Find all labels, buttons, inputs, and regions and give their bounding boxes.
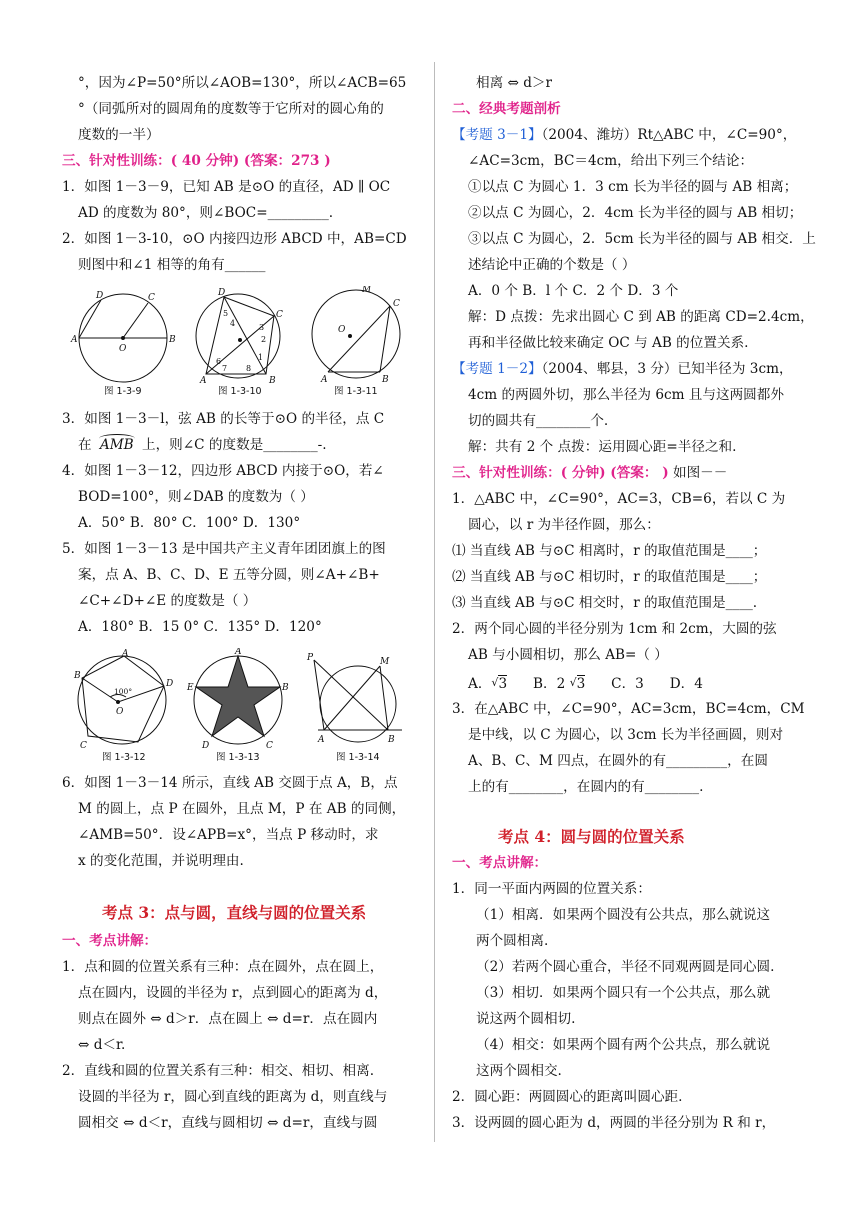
- figure-caption: 图 1-3-9: [104, 386, 142, 397]
- svg-text:D: D: [202, 741, 210, 751]
- svg-text:D: D: [166, 679, 174, 689]
- question-5: 5．如图 1－3－13 是中国共产主义青年团团旗上的图: [62, 541, 386, 557]
- text-line: （4）相交：如果两个圆有两个公共点，那么就说: [476, 1037, 771, 1053]
- point-2: 2．直线和圆的位置关系有三种：相交、相切、相离.: [62, 1063, 375, 1079]
- question-1: 1．△ABC 中，∠C=90°，AC=3，CB=6，若以 C 为: [452, 491, 786, 507]
- text-line: 则点在圆外 ⇔ d＞r．点在圆上 ⇔ d=r．点在圆内: [78, 1011, 378, 1027]
- text-line: 相离 ⇔ d＞r: [476, 75, 553, 91]
- text-line: M 的圆上，点 P 在圆外，且点 M，P 在 AB 的同侧，: [78, 801, 406, 817]
- question-3: 3．如图 1－3－l，弦 AB 的长等于⊙O 的半径，点 C: [62, 411, 385, 427]
- svg-text:M: M: [362, 286, 372, 295]
- svg-text:B: B: [269, 376, 276, 386]
- sqrt-radicand: 3: [498, 676, 508, 692]
- text-line: 两个圆相离.: [476, 933, 549, 949]
- text-line: 则图中和∠1 相等的角有______: [78, 257, 266, 273]
- svg-text:D: D: [218, 288, 226, 298]
- solution-line: 解：共有 2 个 点拨：运用圆心距=半径之和.: [468, 439, 737, 455]
- svg-text:2: 2: [261, 335, 267, 344]
- section-heading-line: [452, 464, 727, 482]
- svg-text:6: 6: [216, 357, 222, 366]
- text-line: 这两个圆相交.: [476, 1063, 562, 1079]
- figure-caption: 图 1-3-10: [218, 386, 262, 397]
- svg-text:O: O: [119, 344, 127, 354]
- figure-caption: 图 1-3-14: [336, 752, 380, 763]
- svg-text:C: C: [276, 310, 283, 320]
- text-line: 案，点 A、B、C、D、E 五等分圆，则∠A+∠B+: [78, 567, 380, 583]
- text-line: （3）相切．如果两个圆只有一个公共点，那么就: [476, 985, 771, 1001]
- svg-text:D: D: [96, 291, 104, 301]
- text-line: ∠AC=3cm，BC＝4cm，给出下列三个结论：: [468, 153, 754, 169]
- svg-text:B: B: [282, 683, 289, 693]
- figure-caption: 图 1-3-12: [102, 752, 146, 763]
- arc-label: [100, 437, 134, 453]
- question-2: 2．两个同心圆的半径分别为 1cm 和 2cm，大圆的弦: [452, 621, 777, 637]
- text-line: BOD=100°，则∠DAB 的度数为（ ）: [78, 489, 314, 505]
- text-line: ⇔ d＜r.: [78, 1037, 126, 1053]
- options-line: [468, 674, 703, 693]
- svg-text:M: M: [380, 657, 390, 667]
- svg-text:8: 8: [246, 364, 252, 373]
- svg-text:4: 4: [230, 319, 236, 328]
- svg-text:C: C: [148, 293, 155, 303]
- question-6: 6．如图 1－3－14 所示，直线 AB 交圆于点 A，B，点: [62, 775, 398, 791]
- sub-question-1: ⑴ 当直线 AB 与⊙C 相离时，r 的取值范围是____；: [452, 543, 767, 559]
- sqrt-radicand: 3: [576, 676, 586, 692]
- section-heading: 一、考点讲解：: [452, 855, 548, 871]
- text-fragment: A．: [468, 676, 492, 692]
- figure-1-3-13: [186, 648, 289, 763]
- question-2: 2．如图 1－3-10，⊙O 内接四边形 ABCD 中，AB=CD: [62, 231, 407, 247]
- section-heading: 三、针对性训练：( 分钟) (答案： ): [452, 465, 669, 481]
- svg-text:C: C: [80, 741, 87, 751]
- figure-1-3-10: [196, 288, 283, 397]
- sub-question-2: ⑵ 当直线 AB 与⊙C 相切时，r 的取值范围是____；: [452, 569, 767, 585]
- svg-text:A: A: [235, 648, 242, 657]
- text-line: °（同弧所对的圆周角的度数等于它所对的圆心角的: [78, 101, 384, 117]
- svg-text:7: 7: [222, 364, 228, 373]
- point-3: 3．设两圆的圆心距为 d，两圆的半径分别为 R 和 r，: [452, 1115, 776, 1131]
- text-line: 圆相交 ⇔ d＜r，直线与圆相切 ⇔ d=r，直线与圆: [78, 1115, 378, 1131]
- text-line: 述结论中正确的个数是（ ）: [468, 257, 636, 273]
- text-line: （1）相离．如果两个圆没有公共点，那么就说这: [476, 907, 771, 923]
- svg-text:A: A: [122, 649, 129, 659]
- angle-label: 100°: [114, 687, 133, 696]
- svg-text:P: P: [307, 653, 314, 663]
- exam-question-1-2: [452, 360, 793, 378]
- text-fragment: 如图－－: [668, 465, 728, 481]
- conclusion-3: ③以点 C 为圆心，2．5cm 长为半径的圆与 AB 相交．上: [468, 231, 816, 247]
- svg-text:B: B: [388, 735, 395, 745]
- svg-text:A: A: [71, 335, 78, 345]
- text-line: 点在圆内，设圆的半径为 r，点到圆心的距离为 d，: [78, 985, 388, 1001]
- question-1: 1．如图 1－3－9，已知 AB 是⊙O 的直径，AD ∥ OC: [62, 179, 391, 195]
- svg-text:B: B: [169, 335, 176, 345]
- text-line: ∠C+∠D+∠E 的度数是（ ）: [78, 593, 257, 609]
- point-2: 2．圆心距：两圆圆心的距离叫圆心距.: [452, 1089, 683, 1105]
- figure-1-3-14: [306, 653, 402, 763]
- sqrt-symbol: √: [491, 676, 499, 689]
- svg-text:C: C: [266, 741, 273, 751]
- text-line: 上的有________，在圆内的有________.: [468, 779, 704, 795]
- svg-text:O: O: [116, 707, 124, 717]
- options-line: A．180° B．15 0° C．135° D．120°: [78, 619, 322, 635]
- options-line: A．0 个 B．l 个 C．2 个 D．3 个: [468, 283, 679, 299]
- figure-1-3-11: [312, 286, 400, 397]
- svg-text:5: 5: [223, 309, 229, 318]
- point-1: 1．点和圆的位置关系有三种：点在圆外，点在圆上，: [62, 959, 384, 975]
- exam-tag: 【考题 3－1】: [452, 127, 542, 143]
- options-line: A．50° B．80° C．100° D．130°: [78, 515, 301, 531]
- text-line: ∠AMB=50°．设∠APB=x°，当点 P 移动时，求: [78, 827, 379, 843]
- text-fragment: 在: [78, 437, 92, 453]
- conclusion-1: ①以点 C 为圆心 1．3 cm 长为半径的圆与 AB 相离；: [468, 179, 798, 195]
- text-line: °，因为∠P=50°所以∠AOB=130°，所以∠ACB=65: [78, 75, 407, 91]
- figures-row-1: [66, 286, 426, 398]
- text-line: 度数的一半）: [78, 127, 160, 143]
- section-heading: 一、考点讲解：: [62, 933, 158, 949]
- sub-question-3: ⑶ 当直线 AB 与⊙C 相交时，r 的取值范围是____.: [452, 595, 758, 611]
- topic-3-title: 考点 3：点与圆，直线与圆的位置关系: [102, 903, 367, 922]
- sqrt-symbol: √: [569, 676, 577, 689]
- text-line: 说这两个圆相切.: [476, 1011, 576, 1027]
- question-4: 4．如图 1－3－12，四边形 ABCD 内接于⊙O，若∠: [62, 463, 384, 479]
- solution-line: 解：D 点拨：先求出圆心 C 到 AB 的距离 CD=2.4cm，: [468, 309, 814, 325]
- svg-text:E: E: [187, 683, 194, 693]
- exam-question-3-1: [452, 126, 796, 144]
- svg-text:3: 3: [259, 323, 265, 332]
- figure-caption: 图 1-3-13: [216, 752, 260, 763]
- point-1: 1．同一平面内两圆的位置关系：: [452, 881, 651, 897]
- text-line: 切的圆共有________个.: [468, 413, 609, 429]
- text-line: AD 的度数为 80°，则∠BOC=_________.: [78, 205, 334, 221]
- text-line: 4cm 的两圆外切，那么半径为 6cm 且与这两圆都外: [468, 387, 784, 403]
- exam-tag: 【考题 1－2】: [452, 361, 542, 377]
- text-line: [78, 436, 327, 454]
- svg-text:A: A: [321, 375, 328, 385]
- conclusion-2: ②以点 C 为圆心，2．4cm 长为半径的圆与 AB 相切；: [468, 205, 803, 221]
- figures-row-2: [66, 648, 426, 764]
- section-heading: 二、经典考题剖析: [452, 101, 561, 117]
- figure-1-3-12: [73, 649, 173, 763]
- text-fragment: （2004、潍坊）Rt△ABC 中，∠C=90°，: [541, 127, 797, 143]
- arc-text: AMB: [99, 437, 134, 453]
- text-line: AB 与小圆相切，那么 AB=（ ）: [468, 647, 668, 663]
- svg-text:A: A: [318, 735, 325, 745]
- text-line: A、B、C、M 四点，在圆外的有_________，在圆: [468, 753, 768, 769]
- svg-text:1: 1: [258, 353, 264, 362]
- svg-text:C: C: [393, 299, 400, 309]
- text-fragment: （2004、郫县，3 分）已知半径为 3cm，: [541, 361, 793, 377]
- topic-4-title: 考点 4：圆与圆的位置关系: [498, 827, 685, 846]
- svg-text:B: B: [382, 375, 389, 385]
- svg-text:O: O: [338, 325, 346, 335]
- section-heading: 三、针对性训练：( 40 分钟) (答案：273 ): [62, 153, 331, 169]
- column-divider: [434, 62, 435, 1142]
- figure-caption: 图 1-3-11: [334, 386, 378, 397]
- text-line: 设圆的半径为 r，圆心到直线的距离为 d，则直线与: [78, 1089, 388, 1105]
- text-line: x 的变化范围，并说明理由.: [78, 853, 244, 869]
- text-fragment: 上，则∠C 的度数是________-.: [141, 437, 327, 453]
- text-line: 圆心，以 r 为半径作圆，那么：: [468, 517, 660, 533]
- text-line: （2）若两个圆心重合，半径不同观两圆是同心圆.: [476, 959, 775, 975]
- svg-text:B: B: [74, 671, 81, 681]
- arc-symbol: [99, 434, 135, 443]
- text-line: 是中线，以 C 为圆心，以 3cm 长为半径画圆，则对: [468, 727, 784, 743]
- svg-text:A: A: [200, 376, 207, 386]
- figure-1-3-9: [70, 291, 176, 397]
- question-3: 3．在△ABC 中，∠C=90°，AC=3cm，BC=4cm，CM: [452, 701, 805, 717]
- text-line: 再和半径做比较来确定 OC 与 AB 的位置关系.: [468, 335, 749, 351]
- text-fragment: B．2: [507, 676, 570, 692]
- text-fragment: C．3 D．4: [585, 676, 703, 692]
